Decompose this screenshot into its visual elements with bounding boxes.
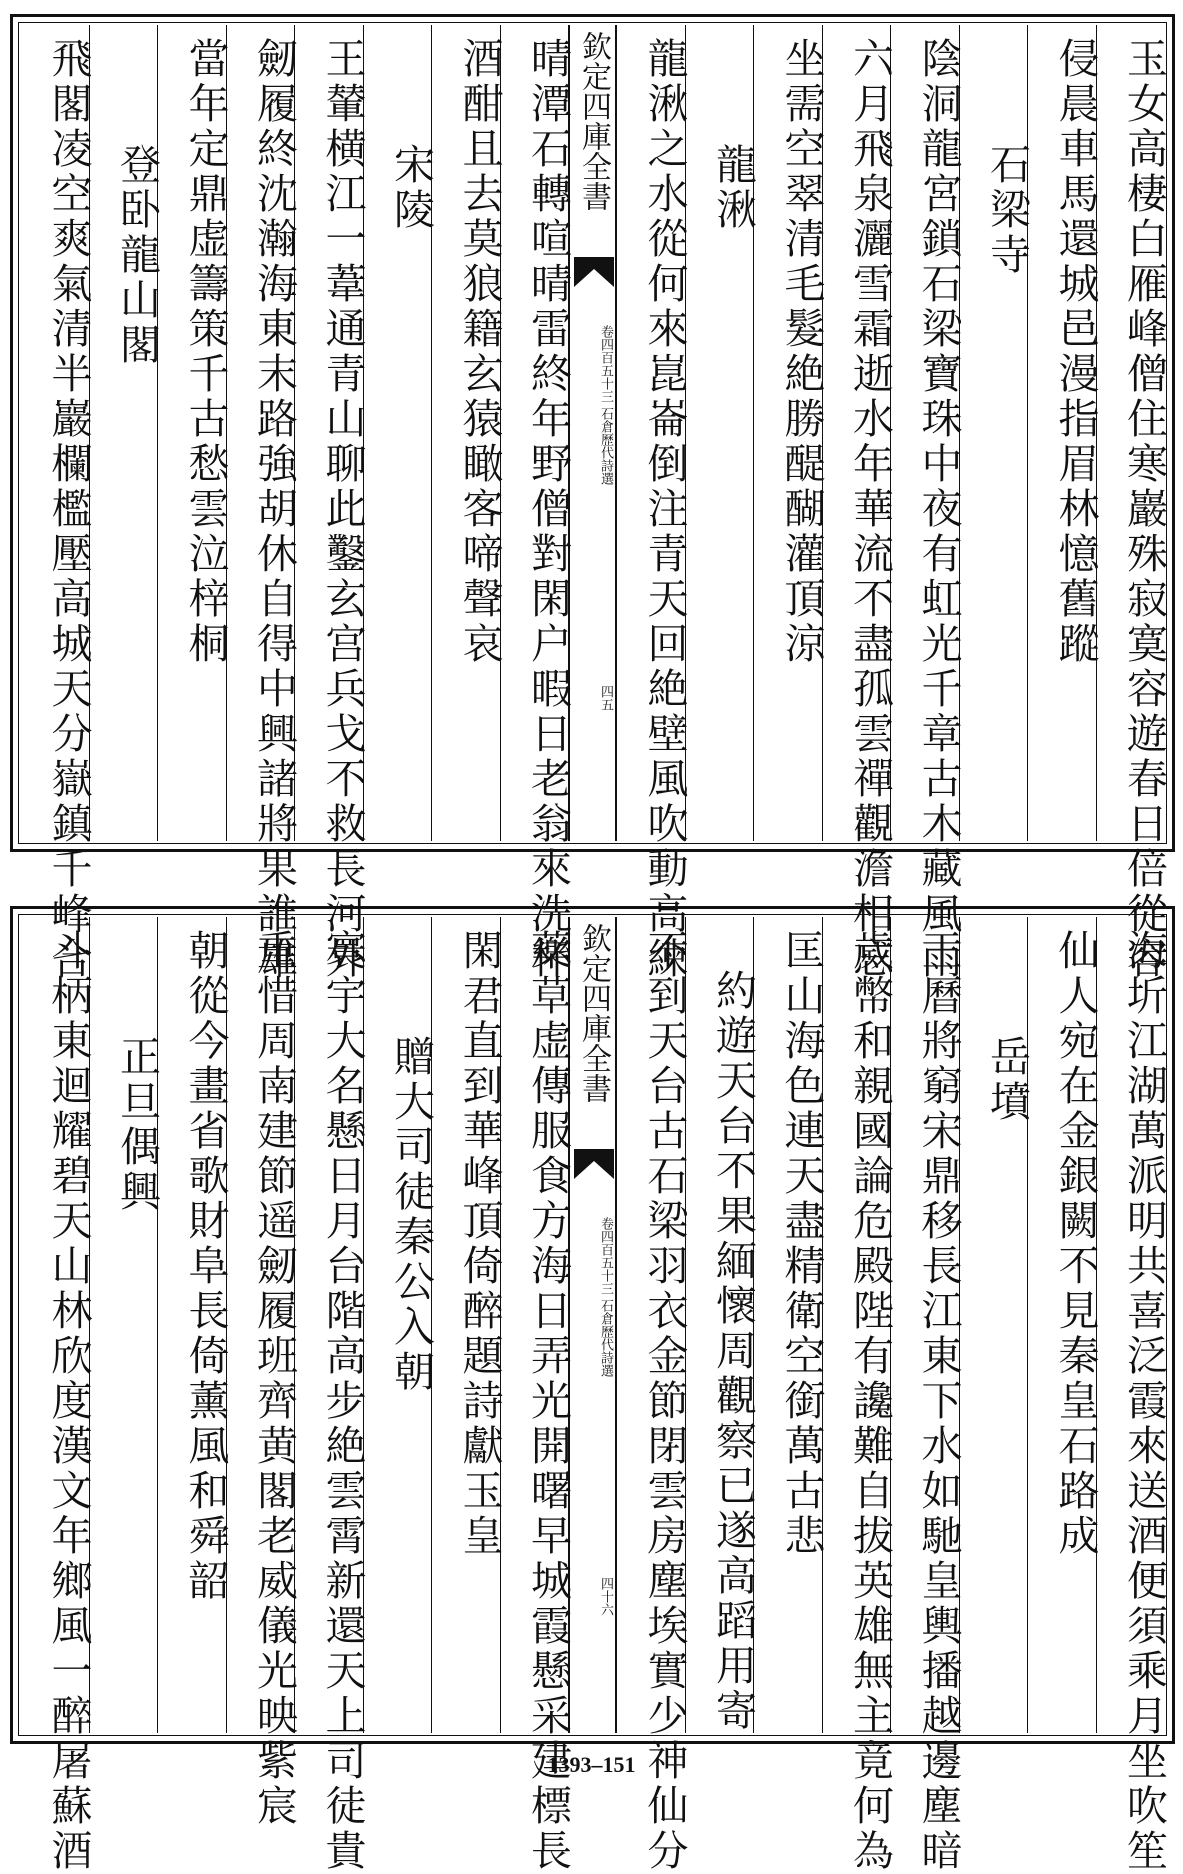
verse-line: 王輦横江一葦通青山聊此鑿玄宫兵戈不救長河外 [318, 37, 367, 982]
page-number: 1393–151 [547, 1752, 636, 1777]
verse-line: 劒履終沈瀚海東末路強胡休自得中興諸將果誰雄 [250, 37, 298, 982]
text-column [500, 917, 572, 1874]
verse-line: 斗柄東迴耀碧天山林欣度漢文年鄉風一醉屠蘇酒 [44, 929, 93, 1874]
poem-title: 宋陵 [387, 143, 435, 233]
text-column [226, 917, 298, 1829]
verse-line: 藥草虚傳服食方海日弄光開曙早城霞懸采建標長 [524, 929, 572, 1874]
verse-line: 重惜周南建節遥劒履班齊黄閣老威儀光映紫宸 [250, 929, 298, 1829]
verse-line: 仙人宛在金銀闕不見秦皇石路成 [1051, 929, 1100, 1559]
text-column [157, 25, 230, 841]
verse-line: 飛閣凌空爽氣清半巖欄檻壓高城天分嶽鎮千峰合 [44, 37, 93, 982]
verse-line: 酒酣且去莫狼籍玄猿瞰客啼聲哀 [455, 37, 504, 667]
poem-title: 龍湫 [709, 143, 757, 233]
text-column [685, 25, 757, 841]
verse-line: 海圻江湖萬派明共喜泛霞來送酒便須乘月坐吹笙 [1120, 929, 1168, 1874]
verse-line: 晴潭石轉喧晴雷終年野僧對閑户暇日老翁來洗杯 [524, 37, 572, 982]
gutter-title: 欽定四庫全書 [576, 31, 611, 211]
text-column [753, 917, 826, 1733]
page-top [10, 14, 1175, 982]
text-column [21, 25, 93, 982]
verse-line: 歲幣和親國論危殿陛有讒難自拔英雄無主竟何為 [846, 929, 894, 1874]
text-column [1096, 917, 1168, 1874]
gutter-subtitle: 石倉歷代詩選 [598, 407, 613, 485]
center-gutter [568, 25, 616, 841]
text-column [500, 25, 572, 982]
text-column [959, 25, 1031, 841]
text-column [363, 25, 435, 841]
poem-title: 約遊天台不果緬懷周觀察已遂高蹈用寄 [709, 969, 757, 1734]
verse-line: 坐需空翠清毛髮絶勝醍醐灌頂涼 [777, 37, 826, 667]
verse-line: 六月飛泉灑雪霜逝水年華流不盡孤雲禪觀澹相忘 [846, 37, 894, 982]
gutter-subtitle: 石倉歷代詩選 [598, 1299, 613, 1377]
text-column [157, 917, 230, 1733]
verse-line: 當年定鼎虚籌策千古愁雲泣梓桐 [181, 37, 230, 667]
gutter-volume [570, 1217, 615, 1377]
verse-line: 龍湫之水從何來崑崙倒注青天回絶壁風吹動高練 [640, 37, 689, 982]
text-column [822, 25, 894, 982]
text-column [21, 917, 93, 1874]
folio-number: 四五 [598, 685, 613, 711]
text-column [685, 917, 757, 1734]
text-column [363, 917, 435, 1733]
text-column [294, 917, 367, 1874]
text-column [822, 917, 894, 1874]
verse-line: 閑君直到華峰頂倚醉題詩獻玉皇 [455, 929, 504, 1559]
verse-line: 玉女高棲白雁峰僧住寒巖殊寂寞容遊春日倍從容 [1120, 37, 1168, 982]
verse-line: 不到天台古石梁羽衣金節閉雲房塵埃實少神仙分 [640, 929, 689, 1874]
fishtail-mark [574, 257, 614, 287]
poem-title: 岳墳 [983, 1035, 1031, 1125]
text-column [226, 25, 298, 982]
text-column [1096, 25, 1168, 982]
verse-line: 侵晨車馬還城邑漫指眉林憶舊蹤 [1051, 37, 1100, 667]
text-column [616, 25, 689, 982]
fishtail-mark [574, 1149, 614, 1179]
text-column [89, 917, 161, 1733]
text-column [890, 25, 963, 982]
text-column [890, 917, 963, 1874]
verse-line: 朝從今畫省歌財阜長倚薰風和舜韶 [181, 929, 230, 1604]
poem-title: 贈大司徒秦公入朝 [387, 1035, 435, 1395]
gutter-volume [570, 325, 615, 485]
poem-title: 正旦偶興 [113, 1035, 161, 1215]
folio-number: 四十六 [598, 1577, 613, 1616]
text-column [959, 917, 1031, 1733]
gutter-volume-number: 卷四百五十三 [598, 325, 613, 403]
text-column [431, 917, 504, 1733]
text-column [294, 25, 367, 982]
text-column [1027, 25, 1100, 841]
text-column [1027, 917, 1100, 1733]
gutter-title: 欽定四庫全書 [576, 923, 611, 1103]
gutter-volume-number: 卷四百五十三 [598, 1217, 613, 1295]
verse-line: 陰洞龍宮鎖石梁寶珠中夜有虹光千章古木藏風雨 [914, 37, 963, 982]
text-column [89, 25, 161, 841]
center-gutter [568, 917, 616, 1733]
text-column [616, 917, 689, 1874]
verse-line: 匡山海色連天盡精衛空銜萬古悲 [777, 929, 826, 1559]
verse-line: 王曆將窮宋鼎移長江東下水如馳皇輿播越邊塵暗 [914, 929, 963, 1874]
column-grid-top [21, 25, 1168, 982]
text-column [431, 25, 504, 841]
poem-title: 石梁寺 [983, 143, 1031, 278]
poem-title: 登卧龍山閣 [113, 143, 161, 368]
text-column [753, 25, 826, 841]
verse-line: 寰宇大名懸日月台階高步絶雲霄新還天上司徒貴 [318, 929, 367, 1874]
